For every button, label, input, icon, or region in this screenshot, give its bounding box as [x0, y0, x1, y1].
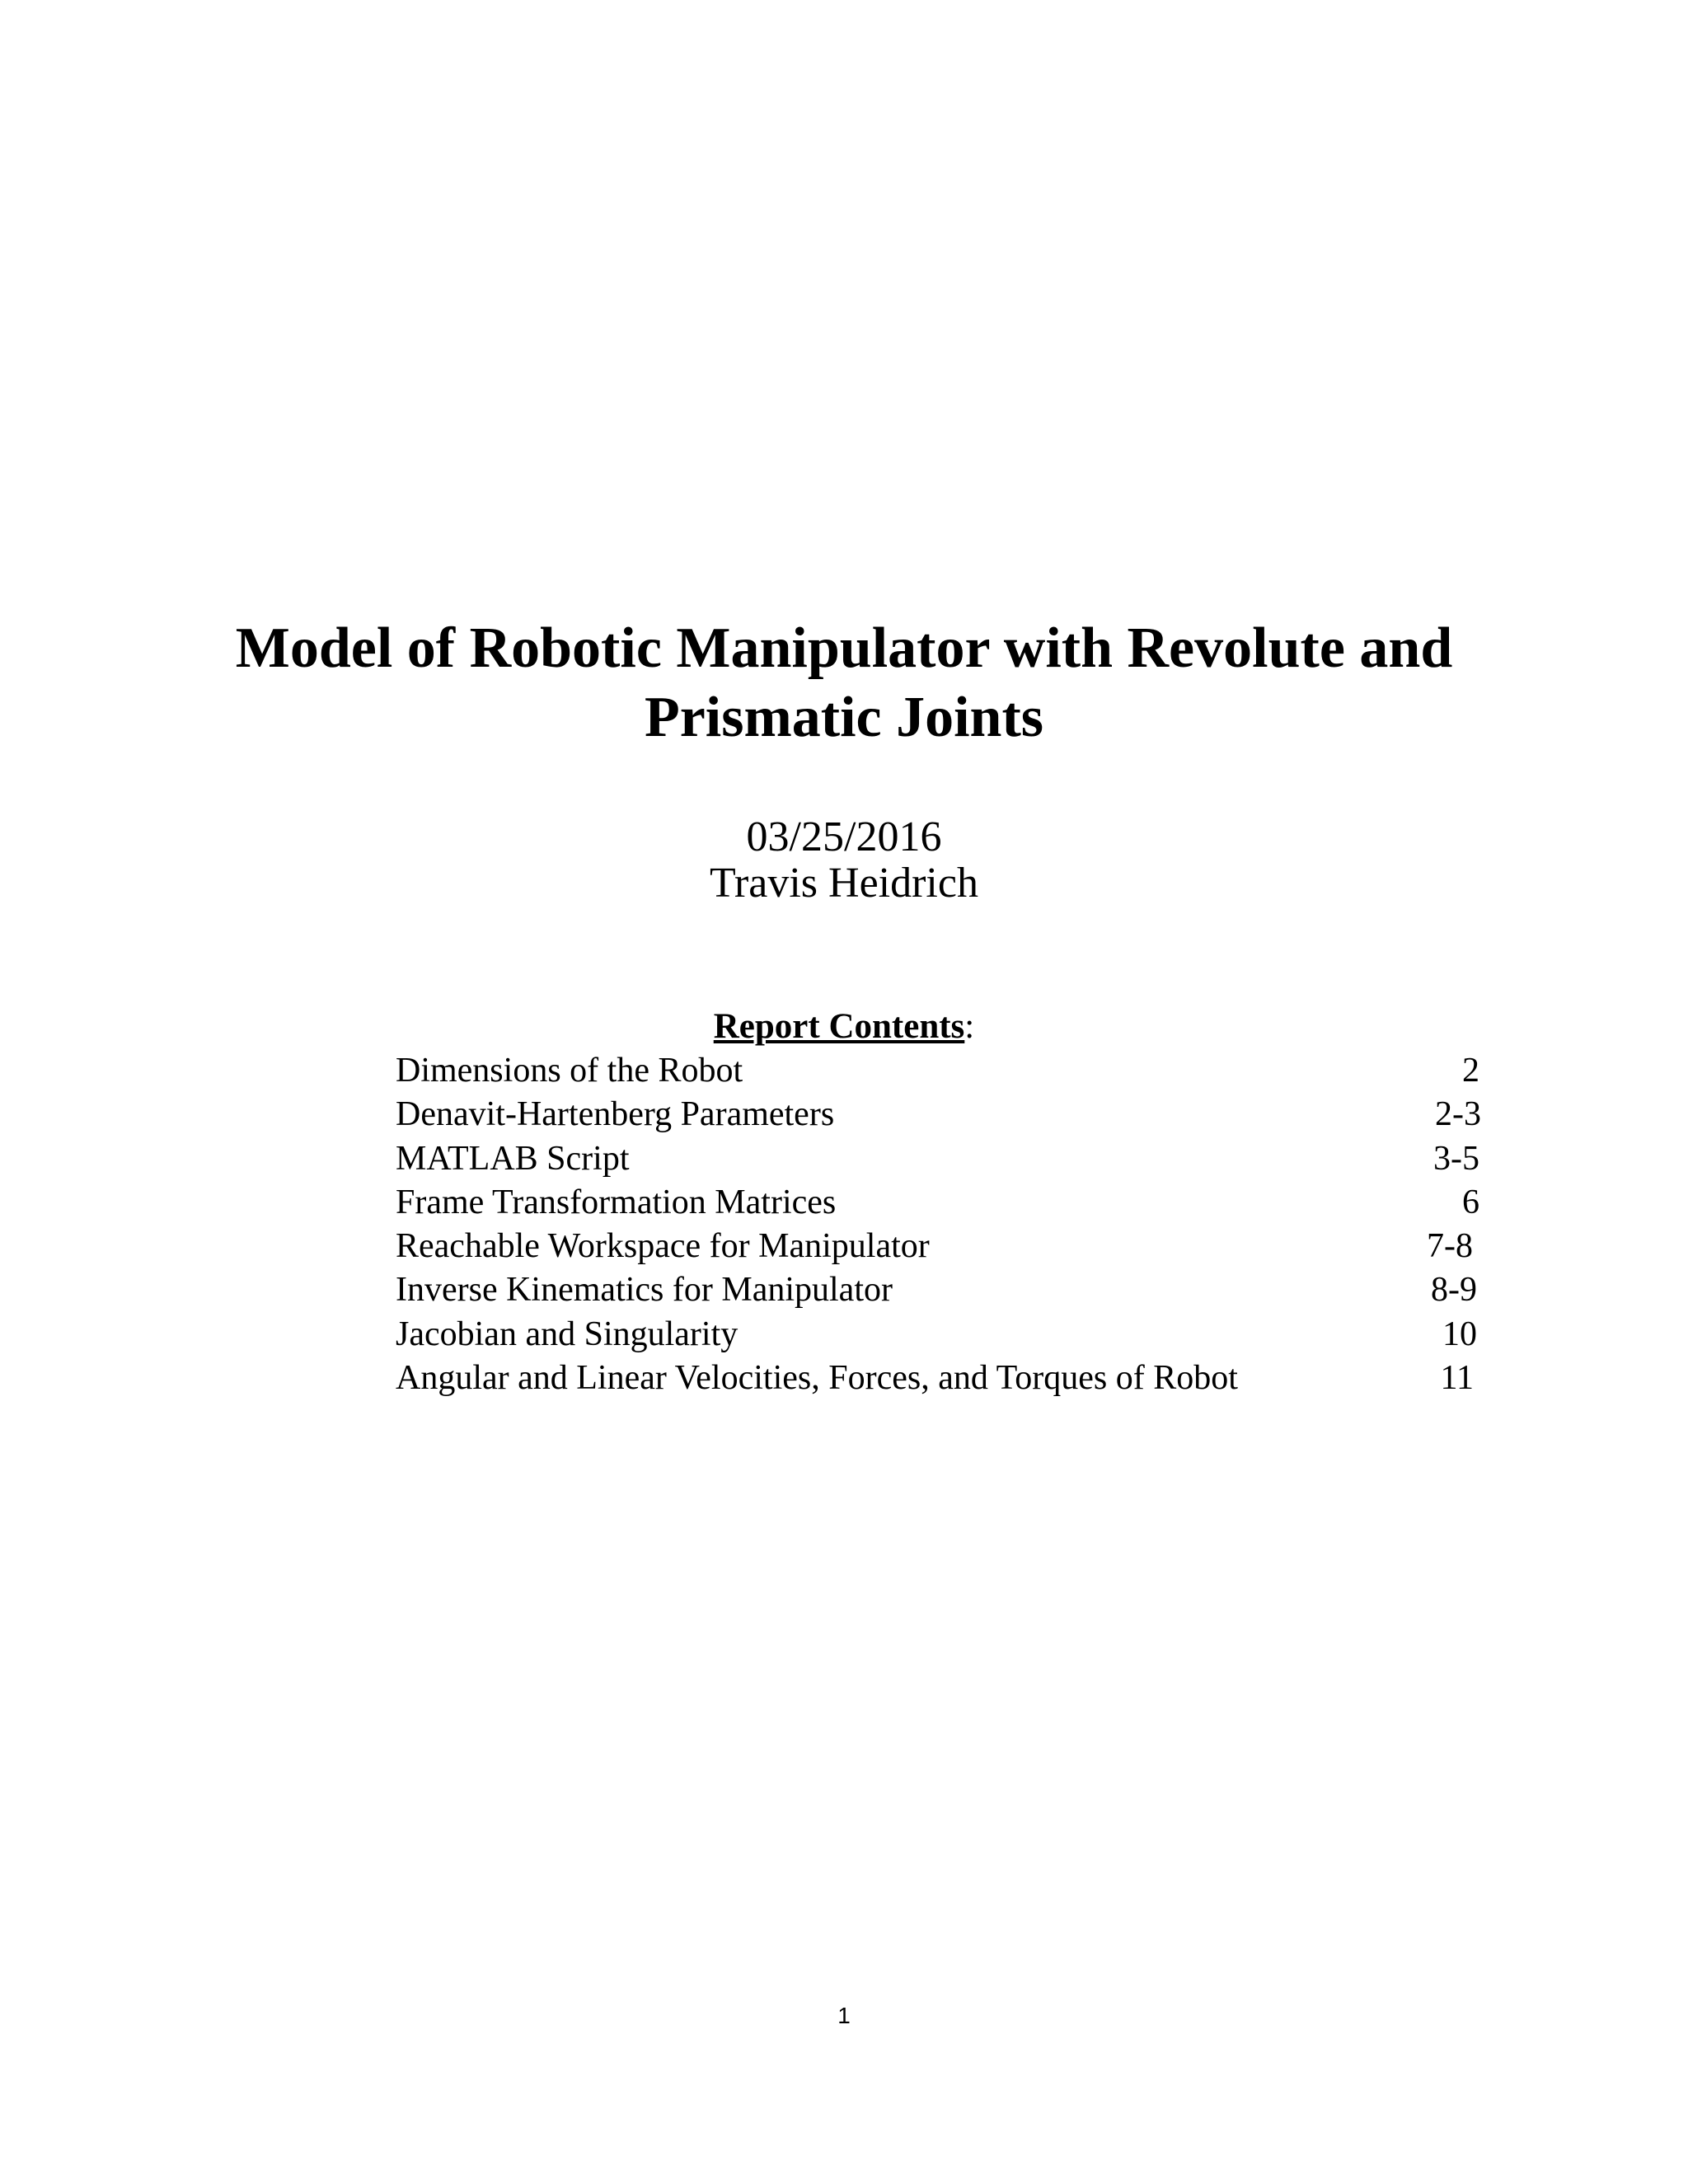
toc-entry-title: Denavit-Hartenberg Parameters — [396, 1095, 835, 1134]
toc-heading — [0, 1007, 1688, 1047]
page-number: 1 — [837, 2003, 851, 2028]
toc-entry-page: 6 — [1462, 1183, 1479, 1221]
toc-entry — [396, 1049, 1484, 1093]
toc-entry — [396, 1093, 1484, 1137]
toc-entry — [396, 1357, 1484, 1400]
toc-entry-title: Reachable Workspace for Manipulator — [396, 1227, 930, 1266]
toc-entry — [396, 1313, 1484, 1357]
report-date: 03/25/2016 — [746, 813, 942, 860]
toc-heading-label: Report Contents — [713, 1007, 965, 1046]
toc-entry-page: 3-5 — [1433, 1139, 1479, 1178]
toc-entry-title: Inverse Kinematics for Manipulator — [396, 1271, 893, 1310]
toc-entry-page: 7-8 — [1427, 1227, 1473, 1266]
toc-entry-title: Jacobian and Singularity — [396, 1315, 738, 1353]
toc-entry-title: MATLAB Script — [396, 1139, 630, 1178]
toc-entry — [396, 1268, 1484, 1312]
toc-entry — [396, 1225, 1484, 1268]
toc-entry — [396, 1137, 1484, 1181]
table-of-contents — [396, 1049, 1484, 1400]
toc-heading-colon: : — [964, 1007, 975, 1046]
title-line-2: Prismatic Joints — [644, 686, 1044, 749]
document-title — [0, 614, 1688, 752]
toc-entry-page: 2 — [1462, 1052, 1479, 1090]
title-line-1: Model of Robotic Manipulator with Revolute and — [235, 616, 1453, 680]
author-name: Travis Heidrich — [710, 860, 978, 907]
toc-entry-page: 10 — [1442, 1315, 1477, 1353]
toc-entry — [396, 1181, 1484, 1225]
toc-entry-page: 2-3 — [1435, 1095, 1481, 1134]
toc-entry-title: Angular and Linear Velocities, Forces, and Torques of Robot — [396, 1359, 1238, 1398]
toc-entry-page: 11 — [1440, 1359, 1474, 1398]
toc-entry-page: 8-9 — [1431, 1271, 1477, 1310]
toc-entry-title: Frame Transformation Matrices — [396, 1183, 837, 1221]
toc-entry-title: Dimensions of the Robot — [396, 1052, 743, 1090]
